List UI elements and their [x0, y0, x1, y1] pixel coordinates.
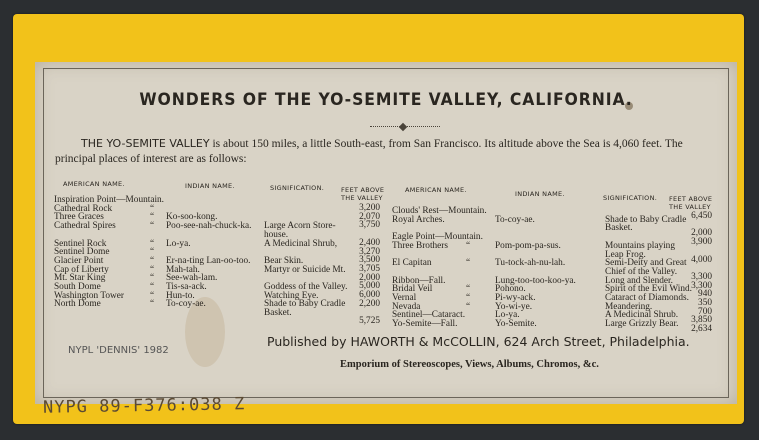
right-ditto-mark: “: [466, 284, 471, 295]
left-ditto-mark: “: [150, 238, 155, 249]
right-feet-above-valley: 3,300: [691, 280, 712, 291]
right-signification: A Medicinal Shrub.: [605, 310, 679, 321]
left-ditto-mark: “: [150, 221, 155, 232]
right-indian-name: Yo-wi-ye.: [495, 301, 533, 312]
right-indian-name: Lo-ya.: [495, 310, 520, 321]
left-american-name: Mt. Star King: [54, 273, 106, 284]
header-indian-right: INDIAN NAME.: [515, 190, 565, 198]
right-american-name: Yo-Semite—Fall.: [392, 319, 458, 330]
right-indian-name: Lung-too-too-koo-ya.: [495, 275, 576, 286]
left-ditto-mark: “: [150, 247, 155, 258]
left-feet-above-valley: 3,500: [359, 255, 380, 266]
right-feet-above-valley: 3,850: [691, 315, 712, 326]
printed-label: [35, 62, 737, 404]
stereo-card-mount: [13, 14, 744, 424]
header-american-left: AMERICAN NAME.: [63, 180, 125, 188]
left-feet-above-valley: 2,400: [359, 237, 380, 248]
left-feet-above-valley: 2,070: [359, 211, 380, 222]
left-signification: Watching Eye.: [264, 290, 319, 301]
right-signification: Large Grizzly Bear.: [605, 319, 679, 330]
intro-paragraph: [55, 136, 720, 167]
left-indian-name: Poo-see-nah-chuck-ka.: [166, 221, 252, 232]
left-ditto-mark: “: [150, 282, 155, 292]
left-american-name: Sentinel Rock: [54, 238, 107, 249]
right-american-name: Ribbon—Fall.: [392, 275, 446, 286]
handwritten-accession-number: NYPG 89-F376:038 Z: [42, 394, 246, 418]
header-feet-right-2: THE VALLEY: [669, 203, 711, 211]
left-signification: Martyr or Suicide Mt.: [264, 264, 346, 275]
right-american-name: El Capitan: [392, 258, 432, 269]
left-american-name: Sentinel Dome: [54, 247, 110, 258]
right-indian-name: To-coy-ae.: [495, 214, 535, 225]
left-ditto-mark: “: [150, 290, 155, 301]
left-feet-above-valley: 3,750: [359, 220, 380, 231]
right-american-name: Bridal Veil: [392, 284, 433, 295]
left-feet-above-valley: 3,200: [359, 203, 380, 213]
right-signification: Spirit of the Evil Wind.: [605, 284, 692, 295]
left-signification: Large Acorn Store-: [264, 221, 336, 232]
right-indian-name: Pom-pom-pa-sus.: [495, 240, 561, 251]
left-indian-name: Mah-tah.: [166, 264, 200, 275]
right-signification: Meandering.: [605, 301, 653, 312]
intro-text: is about 150 miles, a little South-east, from San Francisco. Its altitude above the Sea is 4,060 feet. The principal places of interest are as follows:: [55, 138, 683, 165]
left-signification: Bear Skin.: [264, 255, 304, 266]
right-feet-above-valley: 2,634: [691, 324, 712, 335]
right-indian-name: Tu-tock-ah-nu-lah.: [495, 258, 566, 269]
right-feet-above-valley: 3,900: [691, 237, 712, 248]
right-feet-above-valley: 4,000: [691, 254, 712, 265]
left-indian-name: Tis-sa-ack.: [166, 282, 207, 292]
right-signification: Semi-Deity and Great: [605, 258, 687, 269]
right-american-name: Eagle Point—Mountain.: [392, 232, 483, 243]
left-feet-above-valley: 2,000: [359, 272, 380, 283]
left-american-name: Cathedral Rock: [54, 203, 113, 214]
left-american-name: Cap of Liberty: [54, 264, 109, 275]
left-signification: A Medicinal Shrub,: [264, 238, 338, 249]
left-american-name: Inspiration Point—Mountain.: [54, 195, 165, 205]
left-feet-above-valley: 3,270: [359, 246, 380, 257]
left-ditto-mark: “: [150, 273, 155, 284]
right-indian-name: Yo-Semite.: [495, 319, 537, 330]
right-feet-above-valley: 2,000: [691, 228, 712, 239]
right-american-name: Three Brothers: [392, 240, 449, 251]
right-signification: Basket.: [605, 223, 633, 234]
nypl-stamp: NYPL 'DENNIS' 1982: [68, 345, 169, 356]
left-indian-name: To-coy-ae.: [166, 299, 206, 310]
right-ditto-mark: “: [466, 301, 471, 312]
left-american-name: North Dome: [54, 299, 101, 310]
right-signification: Cataract of Diamonds.: [605, 293, 689, 303]
right-signification: Shade to Baby Cradle: [605, 214, 687, 225]
label-title: WONDERS OF THE YO-SEMITE VALLEY, CALIFORNIA.: [139, 90, 633, 110]
left-ditto-mark: “: [150, 255, 155, 266]
left-indian-name: Hun-to.: [166, 290, 195, 301]
left-indian-name: See-wah-lam.: [166, 273, 218, 284]
right-indian-name: Pohono.: [495, 284, 526, 295]
left-american-name: Glacier Point: [54, 255, 104, 266]
left-american-name: South Dome: [54, 282, 101, 292]
left-indian-name: Lo-ya.: [166, 238, 191, 249]
left-american-name: Washington Tower: [54, 290, 124, 301]
left-ditto-mark: “: [150, 299, 155, 310]
publisher-line: Published by HAWORTH & McCOLLIN, 624 Arch Street, Philadelphia.: [267, 334, 690, 349]
right-feet-above-valley: 350: [698, 298, 712, 308]
right-feet-above-valley: 940: [698, 289, 712, 300]
left-feet-above-valley: 6,000: [359, 290, 380, 300]
right-american-name: Royal Arches.: [392, 214, 445, 225]
left-signification: Shade to Baby Cradle: [264, 299, 346, 310]
header-feet-left-2: THE VALLEY: [341, 194, 383, 202]
right-ditto-mark: “: [466, 293, 471, 303]
header-feet-left-1: FEET ABOVE: [341, 186, 385, 194]
header-american-right: AMERICAN NAME.: [405, 186, 467, 194]
left-ditto-mark: “: [150, 203, 155, 214]
left-signification: Goddess of the Valley.: [264, 282, 348, 292]
right-american-name: Vernal: [392, 293, 417, 303]
left-signification: Basket.: [264, 308, 292, 319]
left-american-name: Three Graces: [54, 212, 104, 223]
right-signification: Leap Frog.: [605, 249, 646, 260]
left-indian-name: Ko-soo-kong.: [166, 212, 218, 223]
header-signification-right: SIGNIFICATION.: [603, 194, 658, 202]
left-feet-above-valley: 5,000: [359, 281, 380, 292]
right-signification: Mountains playing: [605, 240, 675, 251]
left-indian-name: Er-na-ting Lan-oo-too.: [166, 255, 251, 266]
right-signification: Chief of the Valley.: [605, 266, 678, 277]
header-indian-left: INDIAN NAME.: [185, 182, 235, 190]
left-feet-above-valley: 5,725: [359, 316, 380, 327]
right-signification: Long and Slender.: [605, 275, 673, 286]
right-feet-above-valley: 6,450: [691, 211, 712, 221]
right-ditto-mark: “: [466, 240, 471, 251]
right-american-name: Clouds' Rest—Mountain.: [392, 206, 487, 216]
left-feet-above-valley: 2,200: [359, 298, 380, 309]
right-indian-name: Pi-wy-ack.: [495, 293, 536, 303]
right-american-name: Nevada: [392, 301, 421, 312]
left-feet-above-valley: 3,705: [359, 263, 380, 274]
right-american-name: Sentinel—Cataract.: [392, 310, 466, 321]
left-ditto-mark: “: [150, 264, 155, 275]
header-signification-left: SIGNIFICATION.: [270, 184, 325, 192]
emporium-line: Emporium of Stereoscopes, Views, Albums, Chromos, &c.: [340, 359, 599, 370]
right-ditto-mark: “: [466, 258, 471, 269]
intro-lead: THE YO-SEMITE VALLEY: [81, 137, 210, 150]
right-feet-above-valley: 3,300: [691, 271, 712, 282]
ornamental-rule: [370, 126, 440, 127]
left-signification: house.: [264, 229, 289, 240]
header-feet-right-1: FEET ABOVE: [669, 195, 713, 203]
left-american-name: Cathedral Spires: [54, 221, 116, 232]
left-ditto-mark: “: [150, 212, 155, 223]
right-feet-above-valley: 700: [698, 306, 712, 317]
